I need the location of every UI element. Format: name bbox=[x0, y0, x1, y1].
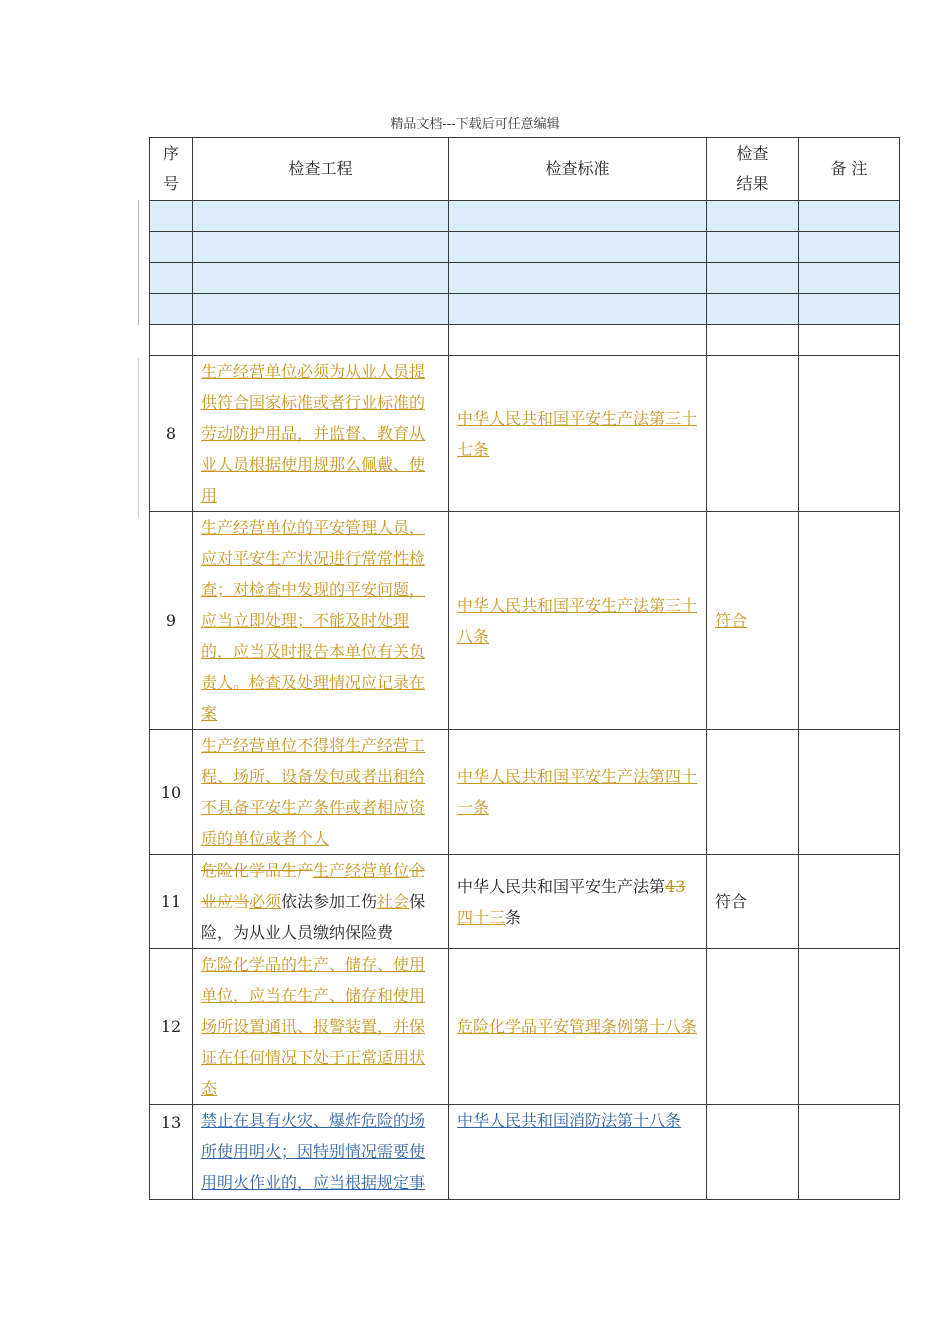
tracked-insert-text: 中华人民共和国平安生产法第三十七条 bbox=[457, 408, 698, 459]
margin-rule bbox=[138, 200, 139, 325]
check-note bbox=[799, 730, 900, 855]
plain-text: 条 bbox=[505, 907, 522, 927]
tracked-delete-text: 43 bbox=[665, 876, 686, 896]
row-number: 12 bbox=[150, 949, 193, 1105]
header-standard: 检查标准 bbox=[449, 138, 707, 201]
table-row bbox=[150, 855, 900, 949]
table-row bbox=[150, 730, 900, 855]
check-item bbox=[193, 949, 449, 1105]
tracked-insert-text: 生产经营单位不得将生产经营工程、场所、设备发包或者出租给不具备平安生产条件或者相应资质的单位或者个人 bbox=[201, 736, 426, 848]
table-row bbox=[150, 1105, 900, 1200]
check-standard bbox=[449, 949, 707, 1105]
check-standard bbox=[449, 512, 707, 730]
check-standard bbox=[449, 730, 707, 855]
table-row-empty bbox=[150, 325, 900, 356]
tracked-insert-text: 四十三 bbox=[457, 907, 506, 927]
table-row bbox=[150, 356, 900, 512]
check-result bbox=[707, 512, 799, 730]
row-number: 11 bbox=[150, 855, 193, 949]
tracked-insert-text: 中华人民共和国消防法第十八条 bbox=[457, 1111, 682, 1130]
check-result: 符合 bbox=[707, 855, 799, 949]
margin-rule bbox=[138, 358, 139, 518]
plain-text: 依法参加工伤 bbox=[281, 892, 378, 911]
tracked-insert-text: 危险化学品的生产、储存、使用单位，应当在生产、储存和使用场所设置通讯、报警装置，并保证在任何情况下处于正常适用状态 bbox=[201, 955, 426, 1098]
plain-text: 保险，为从业人员缴纳保险费 bbox=[201, 892, 426, 942]
table-row-empty bbox=[150, 263, 900, 294]
tracked-delete-text: 危险化学品生产 bbox=[201, 861, 314, 880]
check-standard bbox=[449, 356, 707, 512]
tracked-insert-text: 生产经营单位必须为从业人员提供符合国家标准或者行业标准的劳动防护用品，并监督、教育从业人员根据使用规那么佩戴、使用 bbox=[201, 362, 426, 505]
header-item: 检查工程 bbox=[193, 138, 449, 201]
tracked-insert-text: 中华人民共和国平安生产法第四十一条 bbox=[457, 767, 698, 817]
check-result bbox=[707, 730, 799, 855]
check-result bbox=[707, 1105, 799, 1200]
check-note bbox=[799, 855, 900, 949]
row-number: 9 bbox=[150, 512, 193, 730]
check-item bbox=[193, 730, 449, 855]
tracked-insert-text: 中华人民共和国平安生产法第三十八条 bbox=[457, 595, 698, 646]
tracked-delete-text: 企业应当 bbox=[201, 861, 426, 911]
check-standard bbox=[449, 855, 707, 949]
table-row bbox=[150, 949, 900, 1105]
check-result bbox=[707, 356, 799, 512]
header-result: 检查 结果 bbox=[707, 138, 799, 201]
check-item bbox=[193, 855, 449, 949]
row-number: 13 bbox=[150, 1105, 193, 1200]
tracked-insert-text: 危险化学品平安管理条例第十八条 bbox=[457, 1017, 698, 1036]
header-seq: 序 号 bbox=[150, 138, 193, 201]
tracked-insert-text: 社会 bbox=[377, 892, 410, 911]
check-note bbox=[799, 949, 900, 1105]
tracked-insert-text: 必须 bbox=[249, 892, 282, 911]
row-number: 10 bbox=[150, 730, 193, 855]
check-item bbox=[193, 512, 449, 730]
check-item bbox=[193, 1105, 449, 1200]
check-note bbox=[799, 356, 900, 512]
tracked-insert-text: 符合 bbox=[715, 611, 748, 630]
check-item bbox=[193, 356, 449, 512]
table-header-row bbox=[150, 138, 900, 201]
row-number: 8 bbox=[150, 356, 193, 512]
table-row bbox=[150, 512, 900, 730]
plain-text: 中华人民共和国平安生产法第 bbox=[457, 876, 666, 896]
check-note bbox=[799, 1105, 900, 1200]
tracked-insert-text: 生产经营单位的平安管理人员，应对平安生产状况进行常常性检查；对检查中发现的平安问题，应当立即处理；不能及时处理的，应当及时报告本单位有关负责人。检查及处理情况应记录在案 bbox=[201, 518, 426, 723]
inspection-table bbox=[149, 137, 900, 1200]
header-note: 备 注 bbox=[799, 138, 900, 201]
table-row-empty bbox=[150, 232, 900, 263]
check-standard bbox=[449, 1105, 707, 1200]
tracked-insert-text: 禁止在具有火灾、爆炸危险的场所使用明火；因特别情况需要使用明火作业的，应当根据规定事 bbox=[201, 1111, 426, 1192]
table-row-empty bbox=[150, 294, 900, 325]
check-note bbox=[799, 512, 900, 730]
table-row-empty bbox=[150, 201, 900, 232]
page-header: 精品文档---下载后可任意编辑 bbox=[390, 117, 560, 132]
tracked-insert-text: 生产经营单位 bbox=[313, 861, 410, 880]
check-result bbox=[707, 949, 799, 1105]
